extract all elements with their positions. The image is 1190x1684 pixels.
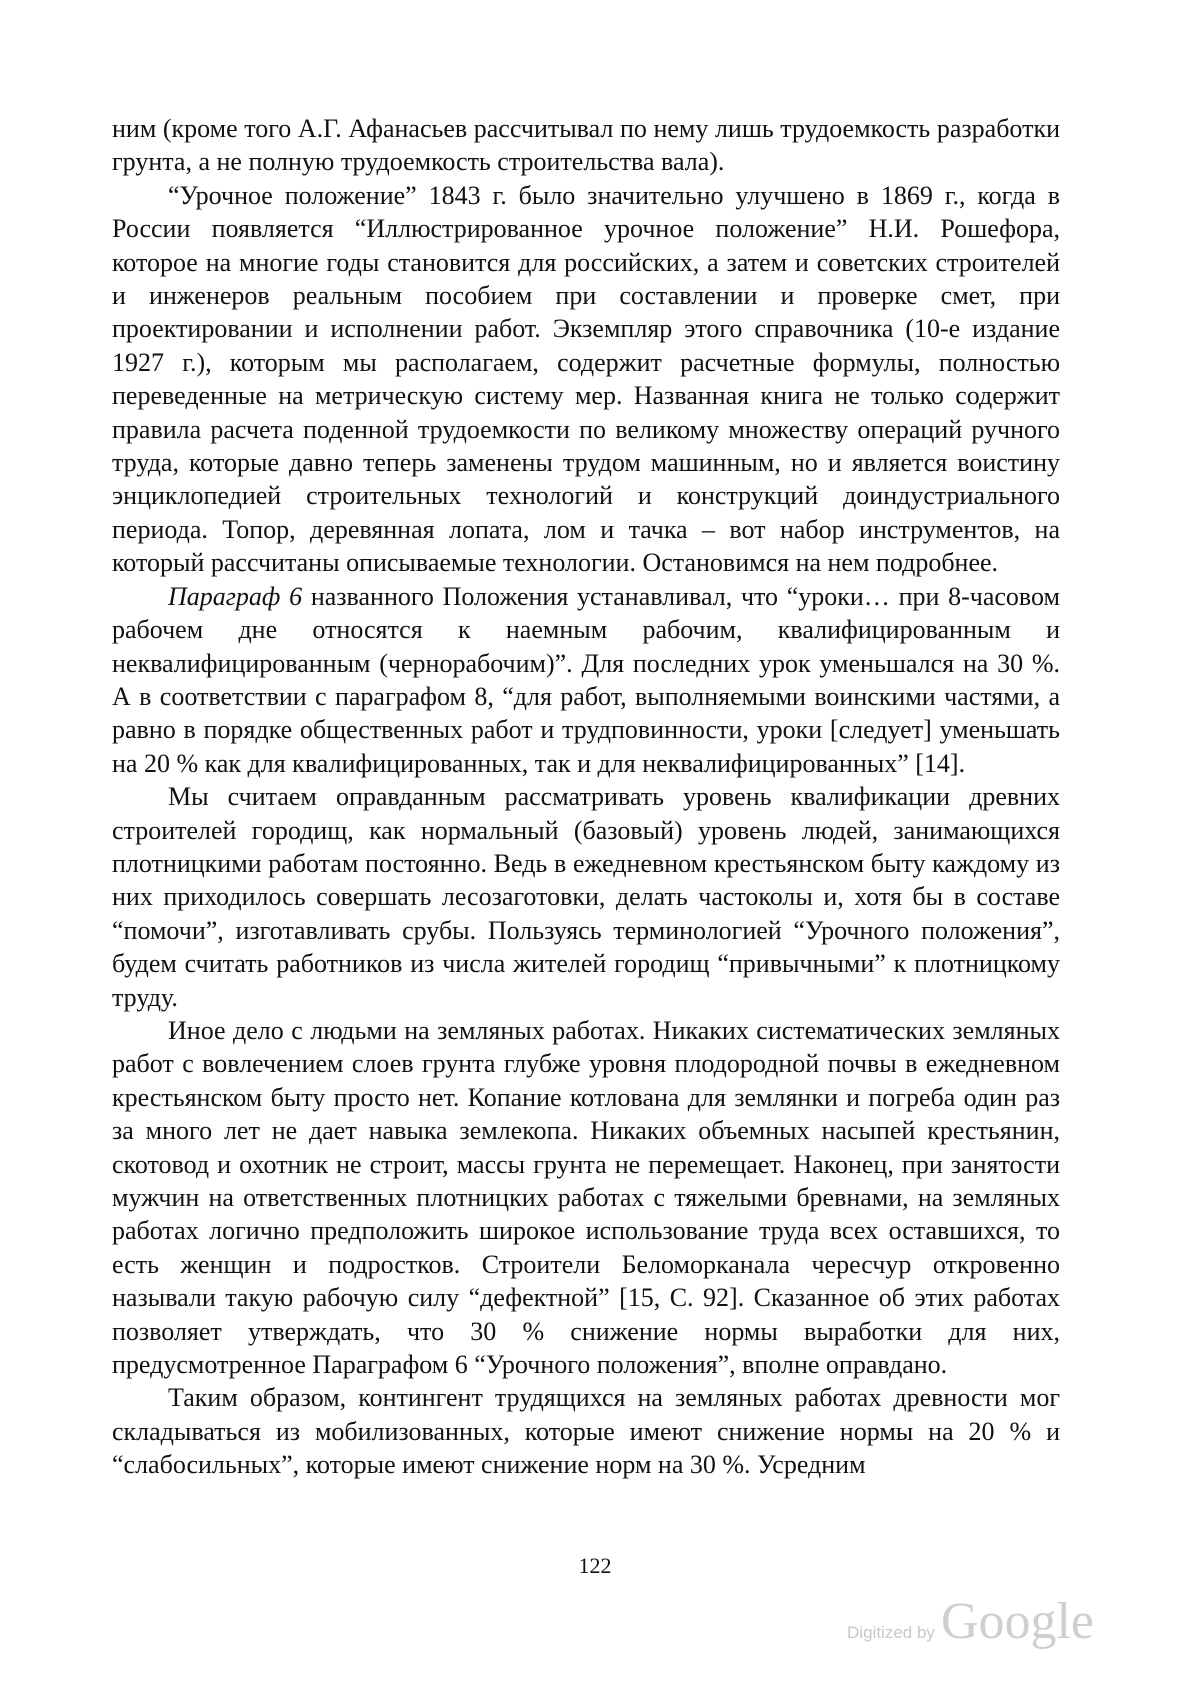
paragraph-5: Иное дело с людьми на земляных работах. Никаких систематических земляных работ с вовлечением слоев грунта глубже уровня плодородной почвы в ежедневном крестьянском быту просто нет. Копание котлована для землянки и погреба один раз за много лет не дает навыка землекопа. Никаких объемных насыпей крестьянин, скотовод и охотник не строит, массы грунта не перемещает. Наконец, при занятости мужчин на ответственных плотницких работах с тяжелыми бревнами, на земляных работах логично предположить широкое использование труда всех оставшихся, то есть женщин и подростков. Строители Беломорканала чересчур откровенно называли такую рабочую силу “дефектной” [15, С. 92]. Сказанное об этих работах позволяет утверждать, что 30 % снижение нормы выработки для них, предусмотренное Параграфом 6 “Урочного положения”, вполне оправдано.	[112, 1015, 1060, 1380]
google-logo: Google	[940, 1593, 1094, 1650]
page-number: 122	[578, 1553, 612, 1578]
paragraph-3-italic-lead: Параграф 6	[168, 581, 303, 611]
paragraph-3-text: названного Положения устанавливал, что “уроки… при 8-часовом рабочем дне относятся к наемным рабочим, квалифицированным и неквалифицированным (чернорабочим)”. Для последних урок уменьшался на 30 %. А в соответствии с параграфом 8, “для работ, выполняемыми воинскими частями, а равно в порядке общественных работ и трудповинности, уроки [следует] уменьшать на 20 % как для квалифицированных, так и для неквалифицированных” [14].	[112, 581, 1060, 778]
paragraph-2: “Урочное положение” 1843 г. было значительно улучшено в 1869 г., когда в России появляется “Иллюстрированное урочное положение” Н.И. Рошефора, которое на многие годы становится для российских, а затем и советских строителей и инженеров реальным пособием при составлении и проверке смет, при проектировании и исполнении работ. Экземпляр этого справочника (10-е издание 1927 г.), которым мы располагаем, содержит расчетные формулы, полностью переведенные на метрическую систему мер. Названная книга не только содержит правила расчета поденной трудоемкости по великому множеству операций ручного труда, которые давно теперь заменены трудом машинным, но и является воистину энциклопедией строительных технологий и конструкций доиндустриального периода. Топор, деревянная лопата, лом и тачка – вот набор инструментов, на который рассчитаны описываемые технологии. Остановимся на нем подробнее.	[112, 180, 1060, 578]
paragraph-3	[112, 580, 1060, 780]
paragraph-1: ним (кроме того А.Г. Афанасьев рассчитывал по нему лишь трудоемкость разработки грунта, а не полную трудоемкость строительства вала).	[112, 114, 1060, 177]
digitized-by-label: Digitized by	[847, 1623, 935, 1642]
paragraph-4: Мы считаем оправданным рассматривать уровень квалификации древних строителей городищ, как нормальный (базовый) уровень людей, занимающихся плотницкими работам постоянно. Ведь в ежедневном крестьянском быту каждому из них приходилось совершать лесозаготовки, делать частоколы и, хотя бы в составе “помочи”, изготавливать срубы. Пользуясь терминологией “Урочного положения”, будем считать работников из числа жителей городищ “привычными” к плотницкому труду.	[112, 782, 1060, 1012]
digitized-watermark	[847, 1592, 1094, 1651]
page-body	[112, 112, 1060, 1482]
paragraph-6: Таким образом, контингент трудящихся на земляных работах древности мог складываться из мобилизованных, которые имеют снижение нормы на 20 % и “слабосильных”, которые имеют снижение норм на 30 %. Усредним	[112, 1383, 1060, 1480]
